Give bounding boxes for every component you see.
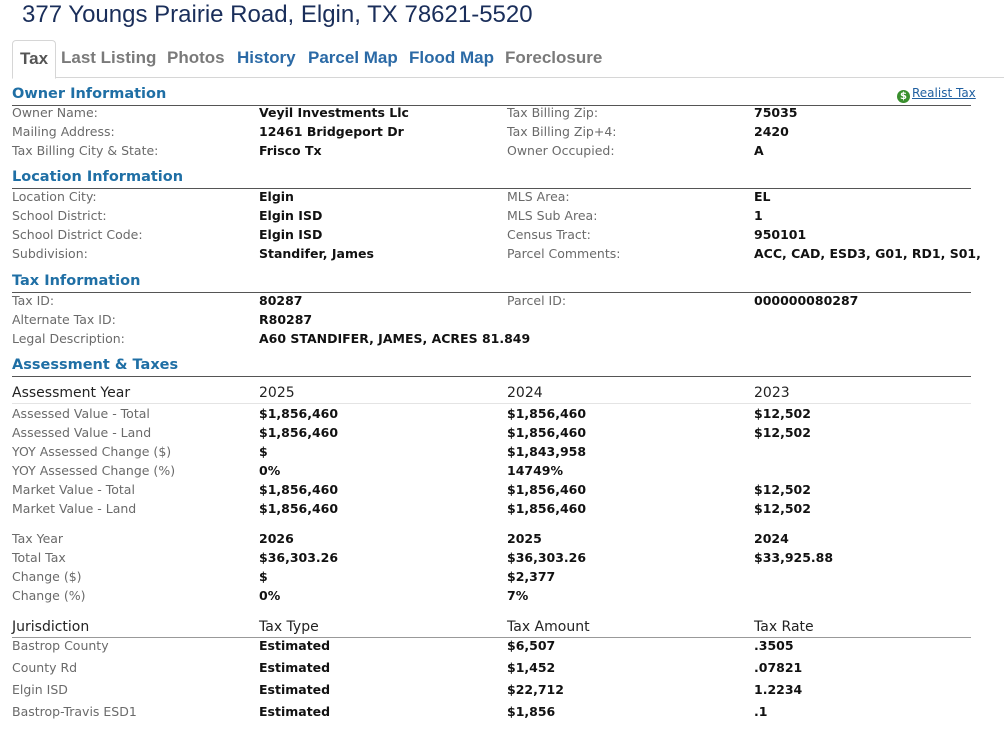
field-value: Elgin	[259, 189, 294, 204]
cell-value: $	[259, 569, 268, 584]
jurisdiction-header	[12, 617, 971, 638]
tax-amount: $22,712	[507, 682, 564, 697]
field-value: 1	[754, 208, 763, 223]
tax-amount: $1,452	[507, 660, 556, 675]
column-header: 2025	[259, 385, 295, 401]
tab-history[interactable]: History	[237, 48, 296, 67]
field-label: School District Code:	[12, 227, 143, 242]
cell-value: $2,377	[507, 569, 556, 584]
field-value: A	[754, 143, 764, 158]
field-value: Frisco Tx	[259, 143, 322, 158]
assessment-taxes-heading: Assessment & Taxes	[12, 357, 971, 377]
field-label: Parcel ID:	[507, 293, 567, 308]
cell-value: 7%	[507, 588, 529, 603]
column-header: Tax Type	[259, 619, 319, 635]
jurisdiction-name: County Rd	[12, 660, 78, 675]
jurisdiction-name: Elgin ISD	[12, 682, 68, 697]
column-header: Tax Rate	[754, 619, 814, 635]
jurisdiction-name: Bastrop-Travis ESD1	[12, 704, 137, 719]
cell-value: 0%	[259, 588, 281, 603]
field-value: Standifer, James	[259, 246, 374, 261]
dollar-icon: $	[897, 90, 910, 103]
cell-value: $12,502	[754, 501, 811, 516]
row-label: YOY Assessed Change (%)	[12, 463, 176, 478]
tax-year-row	[12, 529, 972, 548]
cell-value: $1,856,460	[259, 482, 339, 497]
owner-row	[12, 141, 972, 160]
row-label: Assessed Value - Land	[12, 425, 152, 440]
tax-rate: .1	[754, 704, 768, 719]
tax-amount: $1,856	[507, 704, 556, 719]
row-label: Tax Year	[12, 531, 64, 546]
cell-value: $36,303.26	[507, 550, 587, 565]
field-value: EL	[754, 189, 771, 204]
field-label: MLS Sub Area:	[507, 208, 598, 223]
field-label: Parcel Comments:	[507, 246, 621, 261]
tab-parcel-map[interactable]: Parcel Map	[308, 48, 398, 67]
cell-value: $	[259, 444, 268, 459]
location-information-heading: Location Information	[12, 169, 971, 189]
cell-value: $1,856,460	[259, 406, 339, 421]
cell-value: 2026	[259, 531, 294, 546]
tax-rate: .07821	[754, 660, 803, 675]
location-row	[12, 187, 972, 206]
tax-rate: 1.2234	[754, 682, 803, 697]
field-value: 950101	[754, 227, 807, 242]
column-header: 2023	[754, 385, 790, 401]
realist-tax-label: Realist Tax	[912, 86, 976, 100]
tax-rate: .3505	[754, 638, 794, 653]
field-label: Owner Occupied:	[507, 143, 615, 158]
location-row	[12, 206, 972, 225]
field-label: Tax Billing City & State:	[12, 143, 159, 158]
field-value: 000000080287	[754, 293, 859, 308]
field-label: Alternate Tax ID:	[12, 312, 116, 327]
row-label: Change (%)	[12, 588, 86, 603]
row-label: YOY Assessed Change ($)	[12, 444, 172, 459]
field-value: R80287	[259, 312, 313, 327]
location-row	[12, 225, 972, 244]
row-label: Change ($)	[12, 569, 82, 584]
tab-last-listing[interactable]: Last Listing	[61, 48, 157, 67]
tab-photos[interactable]: Photos	[167, 48, 225, 67]
assessment-row	[12, 442, 972, 461]
tax-type: Estimated	[259, 638, 331, 653]
field-label: Legal Description:	[12, 331, 125, 346]
field-value: Veyil Investments Llc	[259, 105, 409, 120]
row-label: Total Tax	[12, 550, 66, 565]
cell-value: $12,502	[754, 482, 811, 497]
tax-row	[12, 586, 972, 605]
tax-type: Estimated	[259, 660, 331, 675]
tax-amount: $6,507	[507, 638, 556, 653]
column-header: 2024	[507, 385, 543, 401]
tax-info-row	[12, 310, 972, 329]
cell-value: 2024	[754, 531, 789, 546]
tab-bar	[12, 40, 1004, 78]
cell-value: $33,925.88	[754, 550, 834, 565]
cell-value: $12,502	[754, 425, 811, 440]
field-label: Census Tract:	[507, 227, 591, 242]
location-row	[12, 244, 981, 263]
cell-value: 2025	[507, 531, 542, 546]
tax-type: Estimated	[259, 682, 331, 697]
tab-foreclosure[interactable]: Foreclosure	[505, 48, 603, 67]
owner-row	[12, 122, 972, 141]
cell-value: $1,856,460	[259, 501, 339, 516]
cell-value: $1,843,958	[507, 444, 587, 459]
tax-information-heading: Tax Information	[12, 273, 971, 293]
assessment-year-header	[12, 383, 971, 404]
field-value: 12461 Bridgeport Dr	[259, 124, 404, 139]
field-value: 75035	[754, 105, 798, 120]
tax-info-row	[12, 291, 972, 310]
field-label: Tax Billing Zip+4:	[507, 124, 617, 139]
column-header: Tax Amount	[507, 619, 590, 635]
column-header: Jurisdiction	[12, 619, 90, 635]
field-label: Subdivision:	[12, 246, 88, 261]
assessment-row	[12, 461, 972, 480]
cell-value: $1,856,460	[507, 501, 587, 516]
field-value: 80287	[259, 293, 303, 308]
page-title: 377 Youngs Prairie Road, Elgin, TX 78621-5520	[22, 1, 533, 28]
field-label: Owner Name:	[12, 105, 98, 120]
cell-value: $1,856,460	[507, 482, 587, 497]
assessment-row	[12, 480, 972, 499]
cell-value: $1,856,460	[259, 425, 339, 440]
tax-row	[12, 548, 972, 567]
jurisdiction-name: Bastrop County	[12, 638, 109, 653]
tab-flood-map[interactable]: Flood Map	[409, 48, 494, 67]
row-label: Market Value - Total	[12, 482, 135, 497]
field-label: Tax ID:	[12, 293, 55, 308]
field-value: Elgin ISD	[259, 208, 323, 223]
cell-value: $12,502	[754, 406, 811, 421]
field-value: ACC, CAD, ESD3, G01, RD1, S01,	[754, 246, 981, 261]
row-label: Assessed Value - Total	[12, 406, 150, 421]
tax-type: Estimated	[259, 704, 331, 719]
field-label: Location City:	[12, 189, 97, 204]
field-label: Tax Billing Zip:	[507, 105, 599, 120]
table-row	[12, 680, 972, 699]
field-label: MLS Area:	[507, 189, 570, 204]
column-header: Assessment Year	[12, 385, 131, 401]
table-row	[12, 702, 972, 721]
assessment-row	[12, 423, 972, 442]
row-label: Market Value - Land	[12, 501, 137, 516]
tax-info-row	[12, 329, 972, 348]
tax-row	[12, 567, 972, 586]
owner-information-heading: Owner Information	[12, 86, 971, 106]
table-row	[12, 636, 972, 655]
field-label: School District:	[12, 208, 107, 223]
cell-value: $1,856,460	[507, 425, 587, 440]
table-row	[12, 658, 972, 677]
field-value: Elgin ISD	[259, 227, 323, 242]
cell-value: 0%	[259, 463, 281, 478]
cell-value: $1,856,460	[507, 406, 587, 421]
field-label: Mailing Address:	[12, 124, 115, 139]
cell-value: 14749%	[507, 463, 564, 478]
cell-value: $36,303.26	[259, 550, 339, 565]
owner-row	[12, 103, 972, 122]
field-value: A60 STANDIFER, JAMES, ACRES 81.849	[259, 331, 531, 346]
tab-tax[interactable]: Tax	[12, 40, 56, 79]
field-value: 2420	[754, 124, 789, 139]
assessment-row	[12, 404, 972, 423]
assessment-row	[12, 499, 972, 518]
